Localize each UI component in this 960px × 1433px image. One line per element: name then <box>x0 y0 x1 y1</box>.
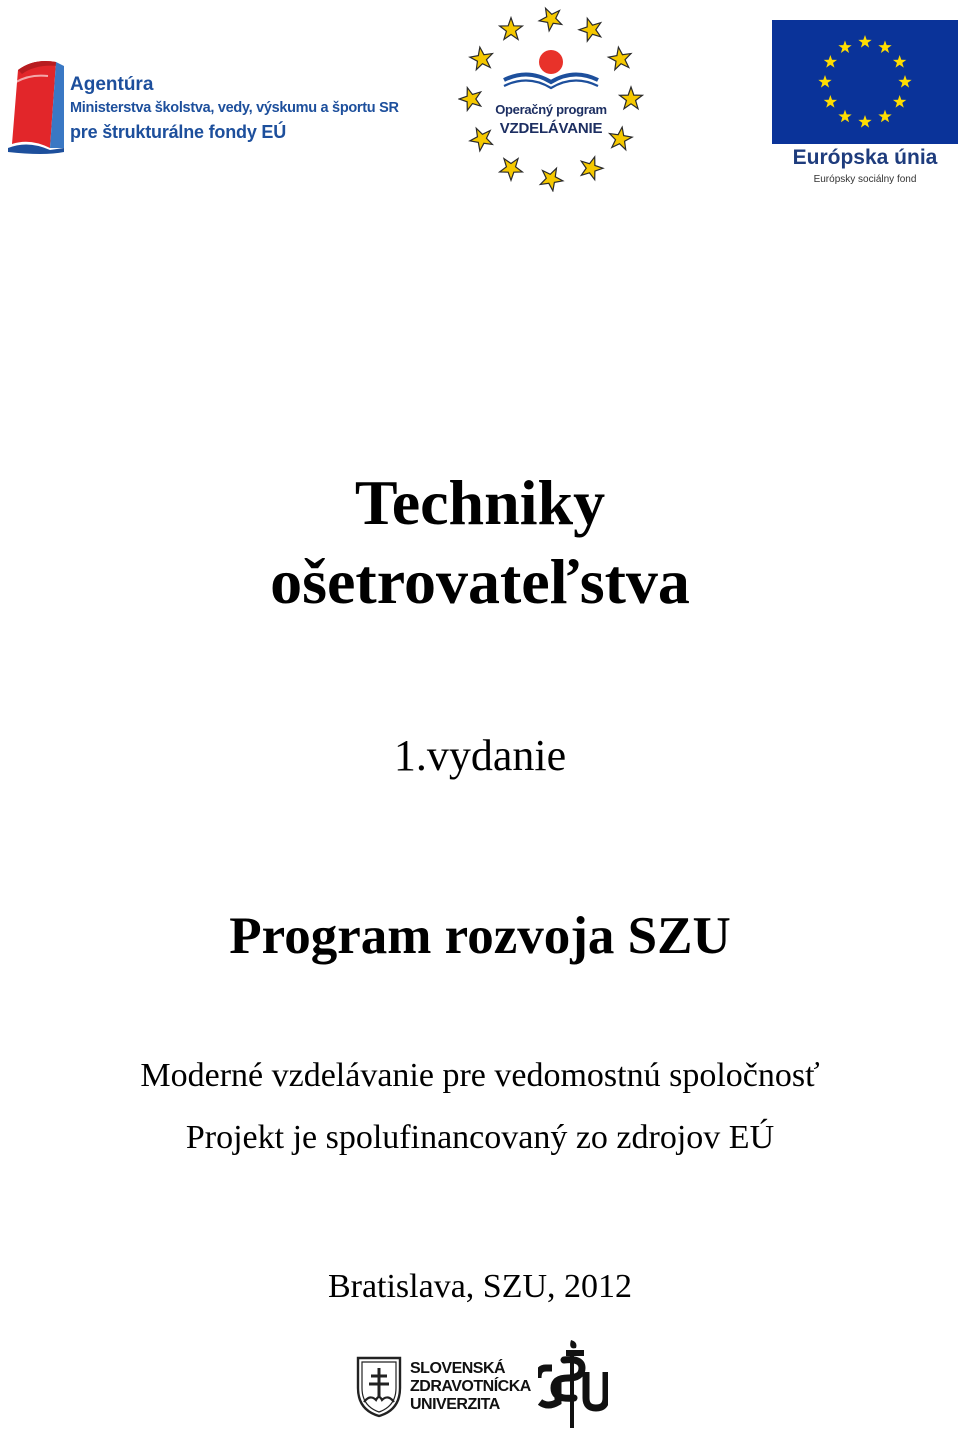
eu-stars-icon <box>772 20 958 144</box>
eu-star-icon <box>893 55 906 68</box>
opv-star-icon <box>581 157 603 180</box>
edition: 1.vydanie <box>393 731 567 780</box>
szu-name-line-2: ZDRAVOTNÍCKA <box>410 1378 531 1395</box>
eu-star-icon <box>838 110 851 123</box>
opv-star-icon <box>540 168 563 191</box>
eu-star-icon <box>818 75 831 88</box>
opv-star-icon <box>539 8 562 31</box>
operacny-program-label: Operačný program <box>495 102 607 117</box>
subtitle-1: Moderné vzdelávanie pre vedomostnú spoločnosť <box>140 1057 820 1094</box>
opv-star-icon <box>500 159 523 181</box>
eu-star-icon <box>898 75 911 88</box>
szu-name <box>410 1360 531 1414</box>
agentura-logo <box>4 52 399 157</box>
eu-flag <box>772 20 958 144</box>
szu-mark-icon <box>538 1338 608 1430</box>
eu-star-icon <box>893 95 906 108</box>
eu-star-icon <box>878 110 891 123</box>
star-ring-icon <box>458 6 644 192</box>
opv-star-icon <box>608 47 631 70</box>
opv-star-icon <box>470 47 493 70</box>
szu-name-line-1: SLOVENSKÁ <box>410 1360 506 1377</box>
title-line-1: Techniky <box>354 467 606 538</box>
eu-star-icon <box>858 35 871 48</box>
eu-star-icon <box>824 55 837 68</box>
eu-name: Európska únia <box>792 146 938 169</box>
eu-fund: Európsky sociálny fond <box>813 174 917 185</box>
eu-star-icon <box>824 95 837 108</box>
book-icon <box>4 52 70 157</box>
vzdelavanie-label: VZDELÁVANIE <box>499 120 603 137</box>
agentura-funds: pre štrukturálne fondy EÚ <box>70 122 287 142</box>
title-line-2: ošetrovateľstva <box>270 546 690 617</box>
subtitle-2: Projekt je spolufinancovaný zo zdrojov EÚ <box>185 1119 775 1156</box>
opv-star-icon <box>500 18 523 40</box>
opv-dot-icon <box>539 50 563 74</box>
place-year: Bratislava, SZU, 2012 <box>327 1268 633 1305</box>
eu-star-icon <box>838 40 851 53</box>
program-title: Program rozvoja SZU <box>229 907 731 965</box>
coat-of-arms-icon <box>354 1354 404 1420</box>
eu-logo <box>770 18 958 190</box>
opv-star-icon <box>579 18 601 41</box>
agentura-ministry: Ministerstva školstva, vedy, výskumu a športu SR <box>70 100 399 116</box>
eu-star-icon <box>858 115 871 128</box>
szu-name-line-3: UNIVERZITA <box>410 1396 500 1413</box>
szu-logo <box>352 1338 608 1430</box>
operacny-program-logo <box>458 6 644 192</box>
agentura-title: Agentúra <box>70 74 154 95</box>
eu-star-icon <box>878 40 891 53</box>
